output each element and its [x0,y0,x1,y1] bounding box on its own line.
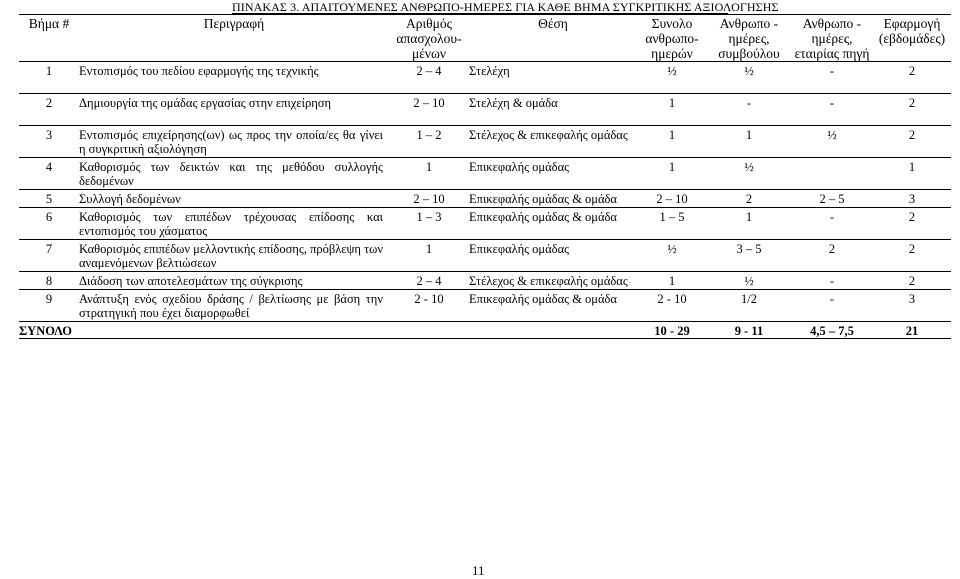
table-row [19,208,951,240]
cell-total-days: 1 [637,126,707,158]
cell-consultant-days: 1 [707,208,791,240]
header-step: Βήμα # [19,15,79,62]
cell-description: Εντοπισμός επιχείρησης(ων) ως προς την οποία/ες θα γίνει η συγκριτική αξιολόγηση [79,126,389,158]
cell-employed: 2 – 4 [389,272,469,290]
header-weeks: Εφαρμογή (εβδομάδες) [873,15,951,62]
table-row [19,158,951,190]
cell-step: 8 [19,272,79,290]
totals-company-days: 4,5 – 7,5 [791,322,873,339]
cell-step: 9 [19,290,79,322]
cell-position: Επικεφαλής ομάδας [469,158,637,190]
cell-consultant-days: ½ [707,272,791,290]
cell-employed: 1 [389,158,469,190]
cell-description: Διάδοση των αποτελεσμάτων της σύγκρισης [79,272,389,290]
cell-weeks: 2 [873,126,951,158]
header-position: Θέση [469,15,637,62]
totals-weeks: 21 [873,322,951,339]
cell-company-days: - [791,208,873,240]
cell-company-days [791,158,873,190]
cell-weeks: 2 [873,62,951,94]
cell-weeks: 3 [873,190,951,208]
totals-empty-employed [389,322,469,339]
cell-consultant-days: ½ [707,158,791,190]
cell-weeks: 3 [873,290,951,322]
cell-position: Επικεφαλής ομάδας & ομάδα [469,208,637,240]
cell-description: Καθορισμός των δεικτών και της μεθόδου συλλογής δεδομένων [79,158,389,190]
table-row [19,94,951,126]
effort-table [19,14,951,339]
cell-step: 1 [19,62,79,94]
cell-position: Επικεφαλής ομάδας [469,240,637,272]
cell-employed: 2 – 10 [389,94,469,126]
cell-step: 4 [19,158,79,190]
cell-company-days: 2 [791,240,873,272]
table-row [19,272,951,290]
header-row [19,15,951,62]
cell-position: Στέλεχος & επικεφαλής ομάδας [469,126,637,158]
cell-position: Στελέχη & ομάδα [469,94,637,126]
cell-position: Στελέχη [469,62,637,94]
cell-total-days: 1 [637,94,707,126]
cell-step: 5 [19,190,79,208]
totals-empty-desc [79,322,389,339]
cell-consultant-days: - [707,94,791,126]
page-number: 11 [472,563,485,578]
table-row [19,126,951,158]
totals-consultant-days: 9 - 11 [707,322,791,339]
cell-employed: 1 [389,240,469,272]
cell-consultant-days: 2 [707,190,791,208]
cell-consultant-days: 1 [707,126,791,158]
cell-weeks: 2 [873,208,951,240]
cell-employed: 1 – 2 [389,126,469,158]
cell-position: Επικεφαλής ομάδας & ομάδα [469,290,637,322]
cell-total-days: 2 – 10 [637,190,707,208]
cell-company-days: 2 – 5 [791,190,873,208]
totals-row [19,322,951,339]
header-consultant-days: Ανθρωπο - ημέρες, συμβούλου [707,15,791,62]
cell-weeks: 2 [873,240,951,272]
cell-company-days: - [791,272,873,290]
cell-position: Στέλεχος & επικεφαλής ομάδας [469,272,637,290]
cell-company-days: - [791,94,873,126]
cell-consultant-days: ½ [707,62,791,94]
cell-employed: 1 – 3 [389,208,469,240]
cell-step: 3 [19,126,79,158]
header-employed: Αριθμός απασχολου-μένων [389,15,469,62]
cell-description: Καθορισμός των επιπέδων τρέχουσας επίδοσης και εντοπισμός του χάσματος [79,208,389,240]
cell-description: Δημιουργία της ομάδας εργασίας στην επιχείρηση [79,94,389,126]
header-company-days: Ανθρωπο - ημέρες, εταιρίας πηγή [791,15,873,62]
cell-description: Καθορισμός επιπέδων μελλοντικής επίδοσης, πρόβλεψη των αναμενόμενων βελτιώσεων [79,240,389,272]
cell-total-days: ½ [637,62,707,94]
cell-total-days: 1 [637,272,707,290]
cell-description: Εντοπισμός του πεδίου εφαρμογής της τεχνικής [79,62,389,94]
cell-description: Συλλογή δεδομένων [79,190,389,208]
cell-total-days: 1 – 5 [637,208,707,240]
cell-weeks: 1 [873,158,951,190]
table-row [19,190,951,208]
totals-total-days: 10 - 29 [637,322,707,339]
table-row [19,62,951,94]
cell-company-days: - [791,62,873,94]
cell-total-days: ½ [637,240,707,272]
table-title: ΠΙΝΑΚΑΣ 3. ΑΠΑΙΤΟΥΜΕΝΕΣ ΑΝΘΡΩΠΟ-ΗΜΕΡΕΣ ΓΙΑ ΚΑΘΕ ΒΗΜΑ ΣΥΓΚΡΙΤΙΚΗΣ ΑΞΙΟΛΟΓΗΣΗΣ [232,0,779,14]
cell-position: Επικεφαλής ομάδας & ομάδα [469,190,637,208]
cell-step: 2 [19,94,79,126]
header-total-days: Συνολο ανθρωπο-ημερών [637,15,707,62]
cell-step: 6 [19,208,79,240]
header-description: Περιγραφή [79,15,389,62]
cell-description: Ανάπτυξη ενός σχεδίου δράσης / βελτίωσης με βάση την στρατηγική που έχει διαμορφωθεί [79,290,389,322]
cell-employed: 2 – 4 [389,62,469,94]
cell-consultant-days: 3 – 5 [707,240,791,272]
table-row [19,240,951,272]
cell-weeks: 2 [873,94,951,126]
cell-total-days: 2 - 10 [637,290,707,322]
cell-company-days: ½ [791,126,873,158]
cell-total-days: 1 [637,158,707,190]
cell-employed: 2 – 10 [389,190,469,208]
totals-label: ΣΥΝΟΛΟ [19,322,79,339]
cell-consultant-days: 1/2 [707,290,791,322]
cell-step: 7 [19,240,79,272]
totals-empty-position [469,322,637,339]
cell-company-days: - [791,290,873,322]
table-row [19,290,951,322]
cell-employed: 2 - 10 [389,290,469,322]
cell-weeks: 2 [873,272,951,290]
